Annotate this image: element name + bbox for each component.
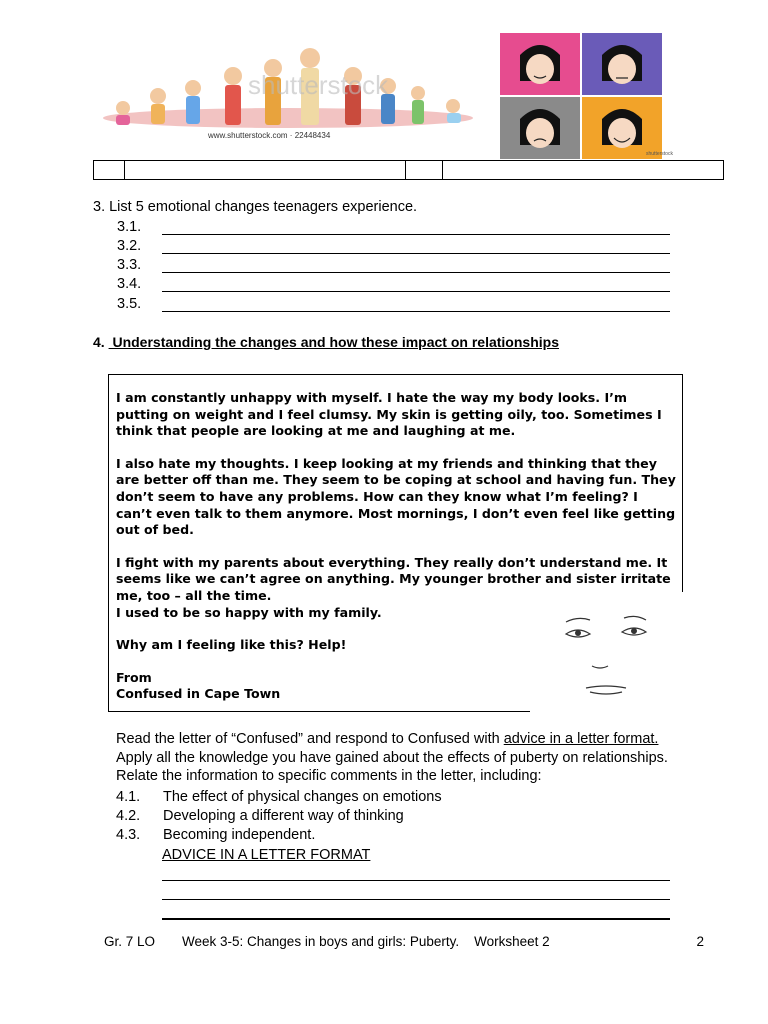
instructions-text: Read the letter of “Confused” and respond to Confused with: [116, 731, 504, 747]
question-3: 3. List 5 emotional changes teenagers experience.: [93, 199, 418, 215]
item-text: Becoming independent.: [163, 827, 316, 843]
table-cell: [443, 161, 723, 179]
table-strip: [93, 160, 724, 180]
answer-line[interactable]: [162, 311, 670, 312]
item-text: The effect of physical changes on emotions: [163, 789, 442, 805]
answer-line[interactable]: [162, 234, 670, 235]
list-item: [116, 808, 404, 824]
item-number: 3.4.: [117, 276, 142, 292]
letter-signature: Confused in Cape Town: [116, 686, 281, 702]
letter-from: From: [116, 669, 152, 685]
list-item: [116, 789, 442, 805]
item-number: 3.5.: [117, 296, 142, 312]
letter-paragraph: I also hate my thoughts. I keep looking at my friends and thinking that they are better off than me. They seem to be coping at school and having fun. They don’t seem to have any problems. How can they know what I’m feeling? I can’t even talk to them anymore. Most mornings, I don’t even feel like getting out of bed.: [116, 455, 676, 538]
family-illustration: [98, 38, 478, 148]
instructions: [116, 730, 676, 786]
answer-line[interactable]: [162, 899, 670, 900]
watermark-text: shutterstock: [248, 70, 389, 100]
instructions-text: Apply all the knowledge you have gained about the effects of puberty on relationships. Relate the information to specific comments in the letter, including:: [116, 749, 668, 784]
section-number: 4.: [93, 334, 105, 350]
item-text: Developing a different way of thinking: [163, 808, 404, 824]
answer-line[interactable]: [162, 918, 670, 920]
sad-face-sketch: [530, 592, 690, 720]
answer-item-3-1: [117, 219, 162, 235]
advice-heading: ADVICE IN A LETTER FORMAT: [162, 847, 371, 863]
answer-item-3-2: [117, 238, 162, 254]
item-number: 4.2.: [116, 808, 141, 824]
answer-line[interactable]: [162, 272, 670, 273]
letter-paragraph: I am constantly unhappy with myself. I hate the way my body looks. I’m putting on weight and I feel clumsy. My skin is getting oily, too. Sometimes I think that people are looking at me and laughing at me.: [116, 390, 662, 439]
item-number: 4.1.: [116, 789, 141, 805]
answer-item-3-3: [117, 257, 162, 273]
table-cell: [125, 161, 406, 179]
page-footer: [104, 934, 704, 949]
page-number: 2: [696, 934, 704, 949]
footer-title: Week 3-5: Changes in boys and girls: Puberty. Worksheet 2: [182, 934, 550, 949]
image-caption: www.shutterstock.com · 22448434: [208, 131, 331, 140]
section-4-heading: [93, 334, 559, 350]
letter-question: Why am I feeling like this? Help!: [116, 637, 347, 653]
table-cell: [406, 161, 443, 179]
letter-paragraph: I fight with my parents about everything. They really don’t understand me. It seems like we can’t agree on anything. My younger brother and sister irritate me, too – all the time.: [116, 554, 671, 603]
table-cell: [94, 161, 125, 179]
answer-line[interactable]: [162, 880, 670, 881]
answer-line[interactable]: [162, 253, 670, 254]
image-credit: shutterstock: [646, 151, 673, 157]
item-number: 4.3.: [116, 827, 141, 843]
letter-paragraph: I used to be so happy with my family.: [116, 604, 382, 620]
item-number: 3.3.: [117, 257, 142, 273]
answer-line[interactable]: [162, 291, 670, 292]
answer-item-3-5: [117, 296, 162, 312]
section-title: Understanding the changes and how these impact on relationships: [108, 334, 559, 350]
answer-item-3-4: [117, 276, 162, 292]
item-number: 3.1.: [117, 219, 142, 235]
instructions-underlined: advice in a letter format.: [503, 731, 659, 747]
emotions-faces-illustration: [500, 33, 673, 159]
list-item: [116, 827, 315, 843]
item-number: 3.2.: [117, 238, 142, 254]
footer-grade: Gr. 7 LO: [104, 934, 156, 949]
